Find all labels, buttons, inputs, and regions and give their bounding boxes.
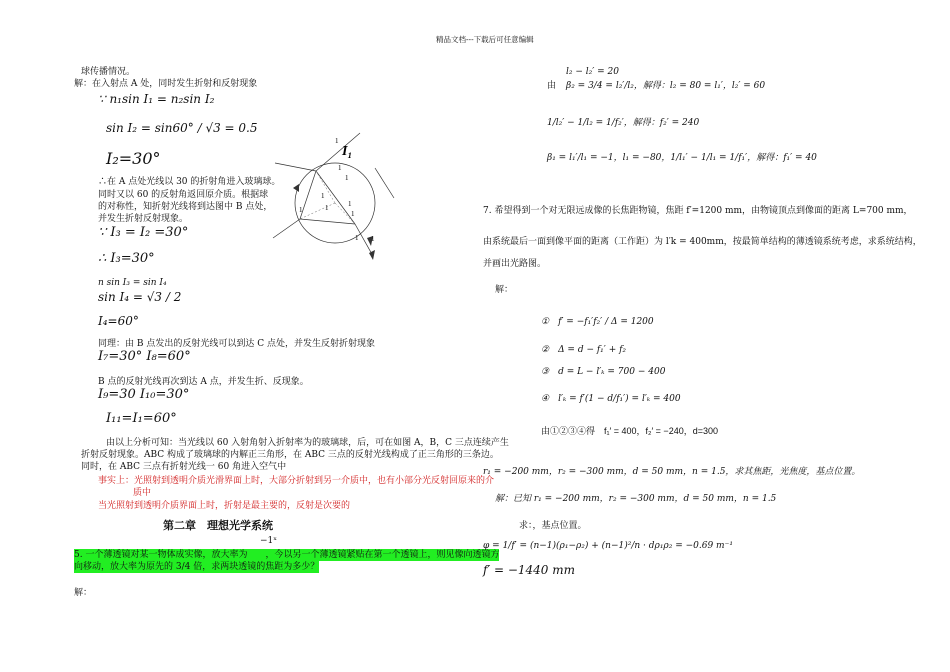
question-5: 5. 一个薄透镜对某一物体成实像，放大率为 ，今以另一个薄透镜紧贴在第一个透镜上，则见像向透镜方 [74, 550, 500, 560]
remark-line: 当光照射到透明介质界面上时，折射是最主要的，反射是次要的 [98, 501, 351, 511]
figure-label: 1 [299, 206, 303, 214]
equation: ① f′ = −f₁′f₂′ / Δ = 1200 [541, 317, 654, 327]
normal-line [316, 171, 335, 203]
text-line: 由以上分析可知：当光线以 60 入射角射入折射率为的玻璃球，后，可在如图 A，B，C 三点连续产生 [106, 438, 509, 448]
exit-ray [273, 219, 300, 238]
internal-ray [300, 219, 355, 224]
text-line: 解：在入射点 A 处，同时发生折射和反射现象 [74, 79, 258, 89]
equation: β₂ = 3/4 = l₂′/l₂，解得：l₂ = 80 = l₁′，l₂′ = 60 [566, 81, 766, 91]
figure-label: 1 [355, 234, 359, 242]
incident-ray [275, 163, 316, 171]
figure-label: 1 [348, 200, 352, 208]
figure-label: 1 [338, 164, 342, 172]
text-line: 折射反射现象。ABC 构成了玻璃球的内解正三角形，在 ABC 三点的反射光线构成了正三角形的三条边。 [81, 450, 499, 460]
figure-label: 1 [335, 137, 339, 145]
page-header: 精品文档---下载后可任意编辑 [436, 35, 534, 44]
equation: ∵ I₃ = I₂ =30° [98, 225, 189, 240]
equation: ③ d = L − l′ₖ = 700 − 400 [541, 367, 666, 377]
question-5-cont: 向移动，放大率为原先的 3/4 倍，求两块透镜的焦距为多少？ [74, 562, 320, 572]
equation: ② Δ = d − f₁′ + f₂ [541, 345, 627, 355]
figure-label: 1 [371, 235, 375, 243]
equation: n sin I₃ = sin I₄ [98, 278, 167, 288]
remark-line: 质中 [133, 488, 152, 498]
text-line: 球传播情况。 [81, 67, 136, 77]
equation: 1/l₂′ − 1/l₂ = 1/f₂′，解得：f₂′ = 240 [547, 118, 700, 128]
equation: sin I₄ = √3 / 2 [98, 290, 182, 304]
equation: I₁₁=I₁=60° [106, 411, 177, 426]
question-7-cont: 由系统最后一面到像平面的距离（工作距）为 l′k = 400mm，按最简单结构的薄透镜系统考虑，求系统结构， [483, 237, 922, 247]
angle-label-I1: I₁ [342, 144, 353, 159]
question-7: 7. 希望得到一个对无限远成像的长焦距物镜，焦距 f′=1200 mm，由物镜顶点到像面的距离 L=700 mm， [483, 206, 913, 216]
figure-label: 1 [351, 210, 355, 218]
text-line: 由 [547, 81, 557, 91]
equation: I₇=30° I₈=60° [98, 349, 191, 364]
remark-line: 事实上：光照射到透明介质光滑界面上时，大部分折射到另一介质中，也有小部分光反射回原来的介 [98, 476, 495, 486]
figure-label: 1 [345, 174, 349, 182]
equation: l₂ − l₂′ = 20 [566, 67, 619, 77]
question-7-cont: 并画出光路图。 [483, 259, 547, 269]
solution-label: 解： [74, 588, 93, 598]
equation: I₂=30° [106, 149, 161, 168]
text-line: B 点的反射光线再次到达 A 点，并发生折、反现象。 [98, 377, 309, 387]
text-line: 同理：由 B 点发出的反射光线可以到达 C 点处，并发生反射折射现象 [98, 339, 375, 349]
arrow-icon [369, 250, 375, 260]
chapter-title: 第二章 理想光学系统 [163, 519, 273, 532]
equation: ∵ n₁sin I₁ = n₂sin I₂ [98, 92, 215, 106]
equation: β₁ = l₁′/l₁ = −1，l₁ = −80，1/l₁′ − 1/l₁ = 1/f₁′，解得：f₁′ = 40 [547, 153, 817, 163]
text-line: 同时又以 60 的反射角返回原介质。根据球 [98, 190, 269, 200]
text-line: 同时，在 ABC 三点有折射光线一 60 角进入空气中 [81, 462, 287, 472]
question-8: r₁ = −200 mm，r₂ = −300 mm，d = 50 mm，n = 1.5，求其焦距，光焦度，基点位置。 [483, 467, 861, 477]
equation: I₉=30 I₁₀=30° [98, 387, 190, 402]
magnification-value: −1ˣ [260, 536, 278, 546]
equation: ④ l′ₖ = f′(1 − d/f₁′) = l′ₖ = 400 [541, 394, 681, 404]
exit-ray [375, 168, 394, 198]
text-line: 并发生折射反射现象。 [98, 214, 189, 224]
equation: I₄=60° [98, 314, 139, 328]
text-line: ∴在 A 点处光线以 30 的折射角进入玻璃球。 [98, 177, 281, 187]
normal-line [300, 203, 335, 219]
equation: 由①②③④得 f₁′ = 400，f₂′ = −240，d=300 [541, 426, 718, 436]
solution-line: 解：已知 r₁ = −200 mm，r₂ = −300 mm，d = 50 mm，n = 1.5 [495, 494, 777, 504]
arrow-icon [293, 184, 299, 192]
equation: f′ = −1440 mm [483, 563, 576, 577]
equation: ∴ I₃=30° [98, 251, 155, 266]
solution-line: 求：，基点位置。 [519, 521, 587, 531]
equation: sin I₂ = sin60° / √3 = 0.5 [106, 121, 258, 135]
figure-label: 1 [325, 204, 329, 212]
equation: φ = 1/f′ = (n−1)(ρ₁−ρ₂) + (n−1)²/n · dρ₁ρ₂ = −0.69 m⁻¹ [483, 541, 733, 551]
sphere-ray-diagram [255, 128, 395, 268]
figure-label: 1 [321, 192, 325, 200]
text-line: 的对称性，知折射光线将到达图中 B 点处， [98, 202, 273, 212]
solution-label: 解： [495, 285, 514, 295]
